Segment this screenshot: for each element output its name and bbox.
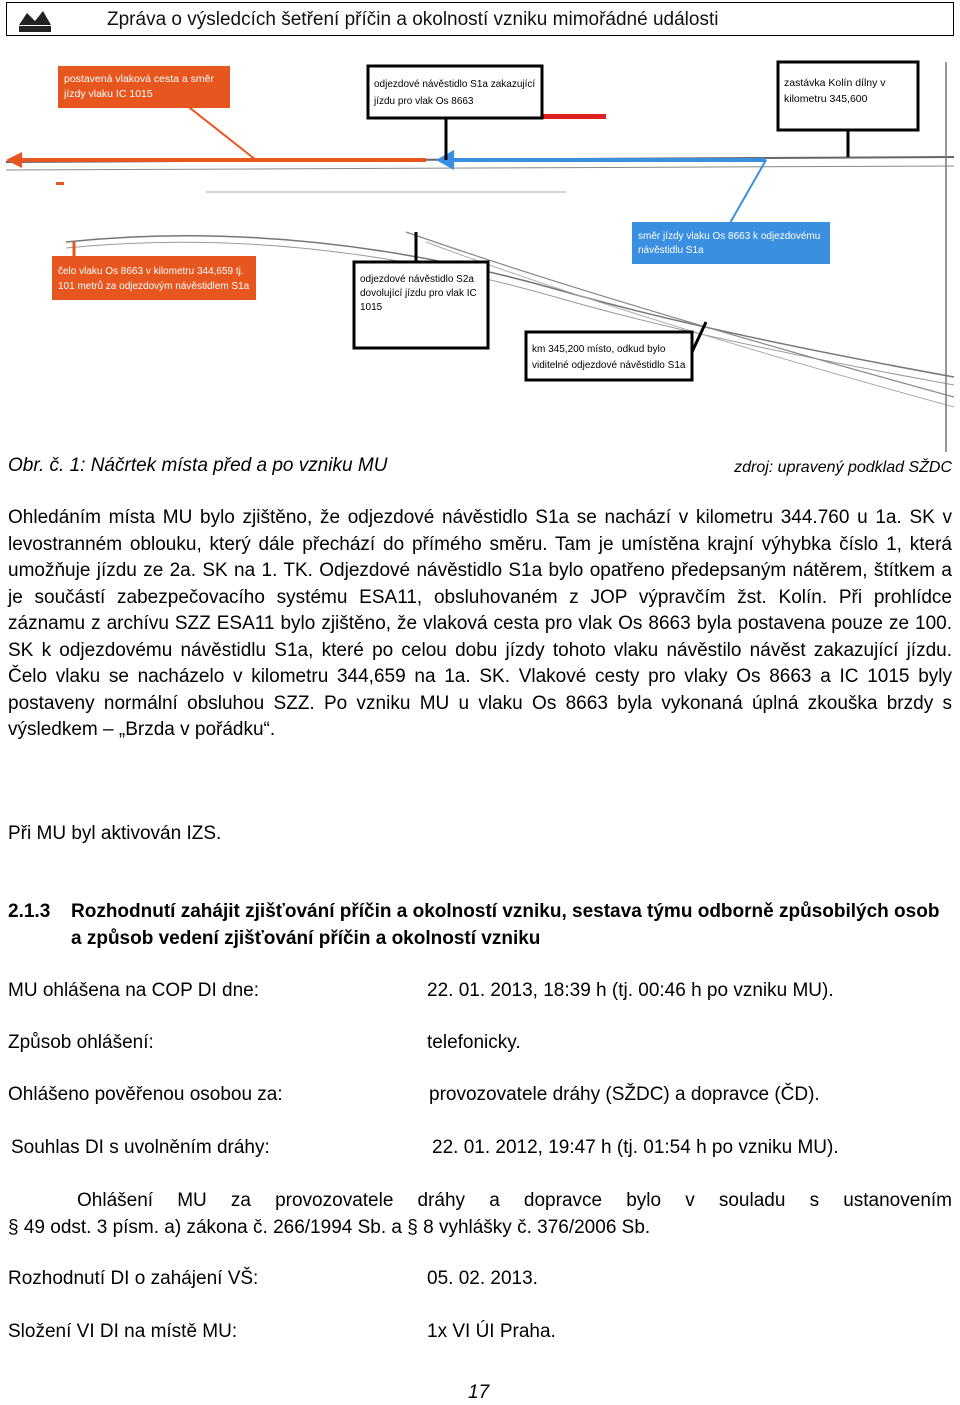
callout-s2a-line1: odjezdové návěstidlo S2a bbox=[360, 274, 474, 285]
row-value-reported: 22. 01. 2013, 18:39 h (tj. 00:46 h po vzniku MU). bbox=[427, 980, 834, 1001]
section-number: 2.1.3 bbox=[8, 901, 51, 922]
callout-dir-line2: návěstidlu S1a bbox=[638, 245, 704, 256]
row-label-team: Složení VI DI na místě MU: bbox=[8, 1321, 238, 1342]
row-value-team: 1x VI ÚI Praha. bbox=[427, 1321, 556, 1342]
paragraph-legal-line1: Ohlášení MU za provozovatele dráhy a dopravce bylo v souladu s ustanovením bbox=[77, 1190, 952, 1211]
callout-s2a-line2: dovolující jízdu pro vlak IC bbox=[360, 288, 477, 299]
track-sketch-figure bbox=[6, 42, 954, 452]
callout-front-line2: 101 metrů za odjezdovým návěstidlem S1a bbox=[58, 281, 250, 292]
row-label-decision: Rozhodnutí DI o zahájení VŠ: bbox=[8, 1268, 259, 1289]
paragraph-izs: Při MU byl aktivován IZS. bbox=[8, 823, 222, 844]
callout-s1a-line1: odjezdové návěstidlo S1a zakazující bbox=[374, 79, 536, 90]
row-label-consent: Souhlas DI s uvolněním dráhy: bbox=[11, 1137, 270, 1158]
callout-train-path-line2: jízdy vlaku IC 1015 bbox=[64, 88, 153, 100]
callout-s2a-line3: 1015 bbox=[360, 302, 383, 313]
row-value-reported-by: provozovatele dráhy (SŽDC) a dopravce (ČD). bbox=[429, 1084, 820, 1105]
callout-stop-line1: zastávka Kolín dílny v bbox=[784, 77, 886, 89]
row-label-reported-by: Ohlášeno pověřenou osobou za: bbox=[8, 1084, 283, 1105]
callout-front-line1: čelo vlaku Os 8663 v kilometru 344,659 tj. bbox=[58, 266, 244, 277]
row-value-decision: 05. 02. 2013. bbox=[427, 1268, 538, 1289]
page-header bbox=[6, 2, 954, 36]
callout-km-line2: viditelné odjezdové návěstidlo S1a bbox=[532, 360, 686, 371]
callout-stop-line2: kilometru 345,600 bbox=[784, 93, 868, 105]
figure-source: zdroj: upravený podklad SŽDC bbox=[734, 459, 952, 476]
callout-dir-line1: směr jízdy vlaku Os 8663 k odjezdovému bbox=[638, 231, 821, 242]
callout-train-path-line1: postavená vlaková cesta a směr bbox=[64, 73, 214, 85]
header-title: Zpráva o výsledcích šetření příčin a okolností vzniku mimořádné události bbox=[107, 9, 719, 30]
callout-km-line1: km 345,200 místo, odkud bylo bbox=[532, 344, 666, 355]
callout-s1a-line2: jízdu pro vlak Os 8663 bbox=[374, 96, 474, 107]
row-value-method: telefonicky. bbox=[427, 1032, 521, 1053]
paragraph-legal-line2: § 49 odst. 3 písm. a) zákona č. 266/1994 Sb. a § 8 vyhlášky č. 376/2006 Sb. bbox=[8, 1216, 651, 1238]
row-label-method: Způsob ohlášení: bbox=[8, 1032, 154, 1053]
paragraph-legal bbox=[8, 1188, 952, 1241]
section-title: Rozhodnutí zahájit zjišťování příčin a okolností vzniku, sestava týmu odborně způsobilých osob a způsob vedení zjišťování příčin a okolností vzniku bbox=[71, 901, 940, 949]
row-value-consent: 22. 01. 2012, 19:47 h (tj. 01:54 h po vzniku MU). bbox=[432, 1137, 839, 1158]
figure-caption: Obr. č. 1: Náčrtek místa před a po vzniku MU bbox=[8, 455, 388, 476]
row-label-reported: MU ohlášena na COP DI dne: bbox=[8, 980, 260, 1001]
page-number: 17 bbox=[468, 1382, 490, 1403]
paragraph-inspection: Ohledáním místa MU bylo zjištěno, že odjezdové návěstidlo S1a se nachází v kilometru 344.760 u 1a. SK v levostranném oblouku, který dále přechází do přímého směru. Tam je umístěna krajní výhybka číslo 1, která umožňuje jízdu ze 2a. SK na 1. TK. Odjezdové návěstidlo S1a bylo opatřeno předepsaným nátěrem, štítkem a je součástí zabezpečovacího systému ESA11, obsluhovaném z JOP výpravčím žst. Kolín. Při prohlídce záznamu z archívu SZZ ESA11 bylo zjištěno, že vlaková cesta pro vlak Os 8663 byla postavena pouze ze 100. SK k odjezdovému návěstidlu S1a, které po celou dobu jízdy tohoto vlaku návěstilo návěst zakazující jízdu. Čelo vlaku se nacházelo v kilometru 344,659 na 1a. SK. Vlakové cesty pro vlaky Os 8663 a IC 1015 byly postaveny normální obsluhou SZZ. Po vzniku MU u vlaku Os 8663 byla vykonaná úplná zkouška brzdy s výsledkem – „Brzda v pořádku“. bbox=[8, 507, 952, 740]
drazni-inspekce-logo bbox=[17, 7, 53, 33]
